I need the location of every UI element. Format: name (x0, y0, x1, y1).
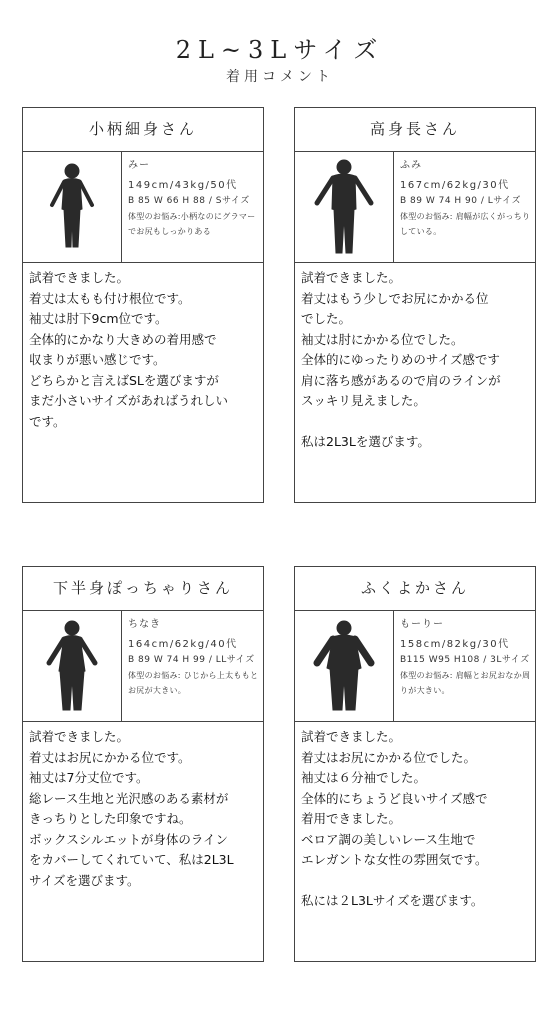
comment-text (295, 263, 535, 452)
comment-line: 着丈はお尻にかかる位でした。 (301, 749, 477, 765)
comment-line: でした。 (301, 311, 352, 326)
model-stats: 164cm/62kg/40代 (128, 638, 238, 650)
model-card (22, 107, 264, 503)
profile-section (295, 152, 535, 263)
comment-line: 着丈は太もも付け根位です。 (29, 290, 191, 306)
page-title: 2L~3Lサイズ (175, 36, 385, 64)
comment-line: 試着できました。 (29, 729, 130, 744)
comment-text (295, 722, 535, 911)
comment-line: 袖丈は肘下9cm位です。 (29, 311, 168, 326)
comment-line: 袖丈は６分袖でした。 (301, 770, 427, 785)
comment-line: 袖丈は肘にかかる位でした。 (301, 331, 464, 347)
silhouette-box (23, 152, 122, 262)
comment-line: どちらかと言えばSLを選びますが (29, 372, 219, 388)
model-measurements: B 89 W 74 H 90 / Lサイズ (400, 196, 522, 206)
silhouette-box (295, 611, 394, 721)
model-name: もーりー (400, 619, 444, 630)
comment-line: 全体的にちょうど良いサイズ感で (301, 790, 488, 806)
comment-line: サイズを選びます。 (29, 872, 140, 888)
profile-section (295, 611, 535, 722)
model-measurements: B 85 W 66 H 88 / Sサイズ (128, 196, 250, 206)
comment-line: 総レース生地と光沢感のある素材が (29, 790, 229, 806)
silhouette-box (295, 152, 394, 262)
person-silhouette-icon (309, 157, 379, 257)
comment-line: スッキリ見えました。 (301, 393, 426, 408)
model-name: ふみ (400, 160, 422, 171)
profile-info (122, 152, 263, 262)
model-name: ちなき (128, 619, 161, 630)
card-title: 小柄細身さん (23, 108, 263, 152)
body-concern: 体型のお悩み: 肩幅とお尻おなか周りが大きい。 (400, 670, 531, 696)
comment-line: 全体的にゆったりめのサイズ感です (301, 352, 500, 367)
comment-line: 肩に落ち感があるので肩のラインが (301, 372, 501, 388)
card-title: 高身長さん (295, 108, 535, 152)
comment-line: きっちりとした印象ですね。 (29, 811, 192, 826)
model-measurements: B115 W95 H108 / 3Lサイズ (400, 655, 530, 665)
comment-line: まだ小さいサイズがあればうれしい (29, 393, 229, 408)
comment-line: 着丈はお尻にかかる位です。 (29, 749, 191, 765)
person-silhouette-icon (309, 616, 379, 716)
person-silhouette-icon (37, 616, 107, 716)
comment-line: 収まりが悪い感じです。 (29, 352, 166, 367)
comment-line: 私には２L3Lサイズを選びます。 (301, 892, 484, 908)
comment-line: エレガントな女性の雰囲気です。 (301, 852, 488, 867)
comment-line: ボックスシルエットが身体のライン (29, 831, 228, 847)
body-concern: 体型のお悩み: 肩幅が広くがっちりしている。 (400, 211, 531, 237)
comment-line: 試着できました。 (29, 270, 130, 285)
profile-section (23, 611, 263, 722)
body-concern: 体型のお悩み:小柄なのにグラマーでお尻もしっかりある (128, 211, 256, 237)
comment-text (23, 722, 263, 891)
model-name: みー (128, 160, 150, 171)
profile-info (394, 152, 535, 262)
profile-info (122, 611, 263, 721)
comment-line: です。 (29, 413, 66, 429)
blank-line (301, 412, 529, 432)
comment-line: 着用できました。 (301, 811, 402, 826)
model-stats: 158cm/82kg/30代 (400, 638, 510, 650)
comment-line: 袖丈は7分丈位です。 (29, 770, 149, 785)
person-silhouette-icon (37, 157, 107, 257)
blank-line (301, 871, 529, 891)
comment-text (23, 263, 263, 432)
body-concern: 体型のお悩み: ひじから上太ももとお尻が大きい。 (128, 670, 259, 696)
comment-line: ベロア調の美しいレース生地で (301, 831, 476, 847)
card-title: 下半身ぽっちゃりさん (23, 567, 263, 611)
model-card (22, 566, 264, 962)
comment-line: をカバーしてくれていて、私は2L3L (29, 852, 234, 867)
model-stats: 167cm/62kg/30代 (400, 179, 510, 191)
silhouette-box (23, 611, 122, 721)
comment-line: 試着できました。 (301, 270, 402, 285)
model-stats: 149cm/43kg/50代 (128, 179, 238, 191)
card-title: ふくよかさん (295, 567, 535, 611)
page-subtitle: 着用コメント (226, 69, 334, 85)
profile-info (394, 611, 535, 721)
model-measurements: B 89 W 74 H 99 / LLサイズ (128, 655, 255, 665)
comment-line: 私は2L3Lを選びます。 (301, 433, 430, 449)
model-card (294, 107, 536, 503)
comment-line: 全体的にかなり大きめの着用感で (29, 331, 217, 347)
comment-line: 試着できました。 (301, 729, 402, 744)
model-card (294, 566, 536, 962)
comment-line: 着丈はもう少しでお尻にかかる位 (301, 290, 489, 306)
profile-section (23, 152, 263, 263)
